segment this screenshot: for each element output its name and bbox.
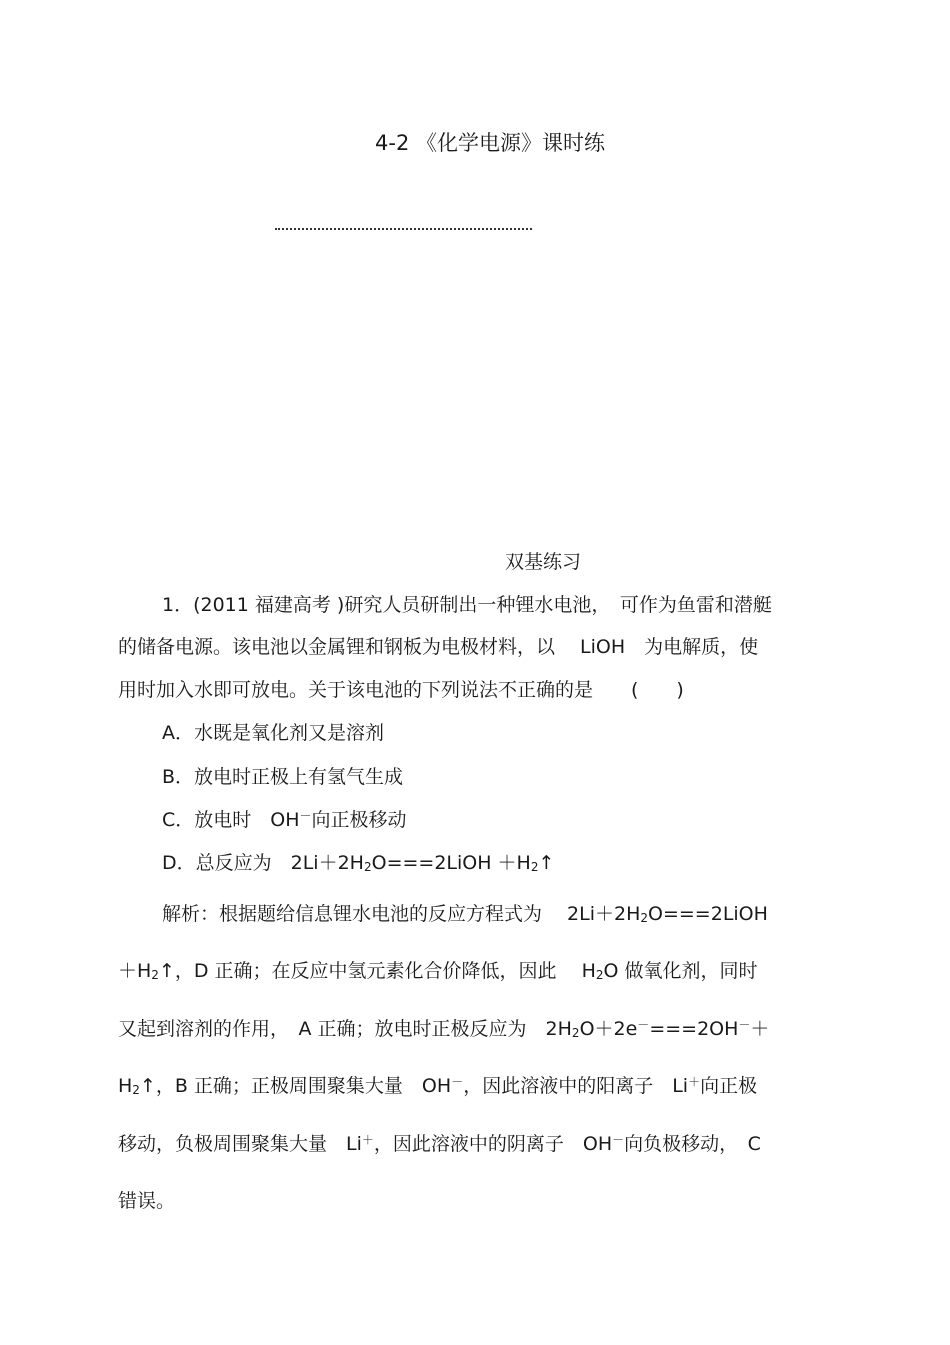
section-heading: 双基练习 — [505, 551, 582, 573]
analysis-line-4 — [118, 1071, 757, 1098]
analysis-text: H — [118, 1075, 133, 1097]
document-title: 4-2 《化学电源》课时练 — [375, 131, 605, 155]
analysis-line-6: 错误。 — [118, 1190, 176, 1212]
superscript: － — [612, 1133, 625, 1147]
analysis-text: O===2LiOH — [648, 903, 768, 925]
option-b: B．放电时正极上有氢气生成 — [162, 766, 404, 788]
analysis-text: O＋2e — [579, 1018, 638, 1040]
analysis-text: ，因此溶液中的阴离子 OH — [373, 1133, 613, 1155]
analysis-text: O 做氧化剂，同时 — [603, 960, 758, 982]
superscript: ＋ — [688, 1075, 701, 1089]
analysis-text: ＋H — [118, 960, 152, 982]
subscript: 2 — [640, 911, 649, 925]
option-d-text-end: ↑ — [538, 852, 555, 874]
option-d-text: D．总反应为 2Li＋2H — [162, 852, 364, 874]
option-a: A．水既是氧化剂又是溶剂 — [162, 722, 384, 744]
analysis-line-3 — [118, 1014, 769, 1041]
subscript: 2 — [132, 1083, 140, 1097]
superscript: － — [637, 1018, 650, 1032]
subscript: 2 — [530, 860, 539, 874]
analysis-text: 解析：根据题给信息锂水电池的反应方程式为 2Li＋2H — [162, 903, 641, 925]
analysis-line-2 — [118, 956, 758, 983]
subscript: 2 — [363, 860, 372, 874]
analysis-text: 向负极移动， C — [624, 1133, 761, 1155]
superscript: － — [738, 1018, 751, 1032]
dotted-rule — [275, 228, 532, 230]
subscript: 2 — [151, 968, 159, 982]
option-d-text-mid: O===2LiOH ＋H — [371, 852, 531, 874]
option-c-text-end: 向正极移动 — [311, 809, 407, 831]
question-line-1: 1．(2011 福建高考 )研究人员研制出一种锂水电池， 可作为鱼雷和潜艇 — [162, 594, 772, 616]
subscript: 2 — [571, 1026, 580, 1040]
analysis-text: ↑，B 正确；正极周围聚集大量 OH — [139, 1075, 452, 1097]
analysis-line-5 — [118, 1129, 761, 1156]
analysis-line-1 — [162, 899, 768, 926]
analysis-text: 又起到溶剂的作用， A 正确；放电时正极反应为 2H — [118, 1018, 572, 1040]
question-line-2: 的储备电源。该电池以金属锂和钢板为电极材料，以 LiOH 为电解质，使 — [118, 636, 759, 658]
subscript: 2 — [595, 968, 604, 982]
superscript: － — [451, 1075, 464, 1089]
superscript: － — [299, 809, 312, 823]
superscript: ＋ — [361, 1133, 374, 1147]
question-line-3: 用时加入水即可放电。关于该电池的下列说法不正确的是 ( ) — [118, 679, 684, 701]
analysis-text: ===2OH — [649, 1018, 739, 1040]
option-c — [162, 805, 407, 832]
analysis-text: 向正极 — [700, 1075, 758, 1097]
analysis-text: ，因此溶液中的阳离子 Li — [463, 1075, 689, 1097]
analysis-text: ↑，D 正确；在反应中氢元素化合价降低，因此 H — [158, 960, 596, 982]
analysis-text: ＋ — [750, 1018, 770, 1040]
option-c-text: C．放电时 OH — [162, 809, 300, 831]
option-d — [162, 848, 554, 875]
analysis-text: 移动，负极周围聚集大量 Li — [118, 1133, 362, 1155]
